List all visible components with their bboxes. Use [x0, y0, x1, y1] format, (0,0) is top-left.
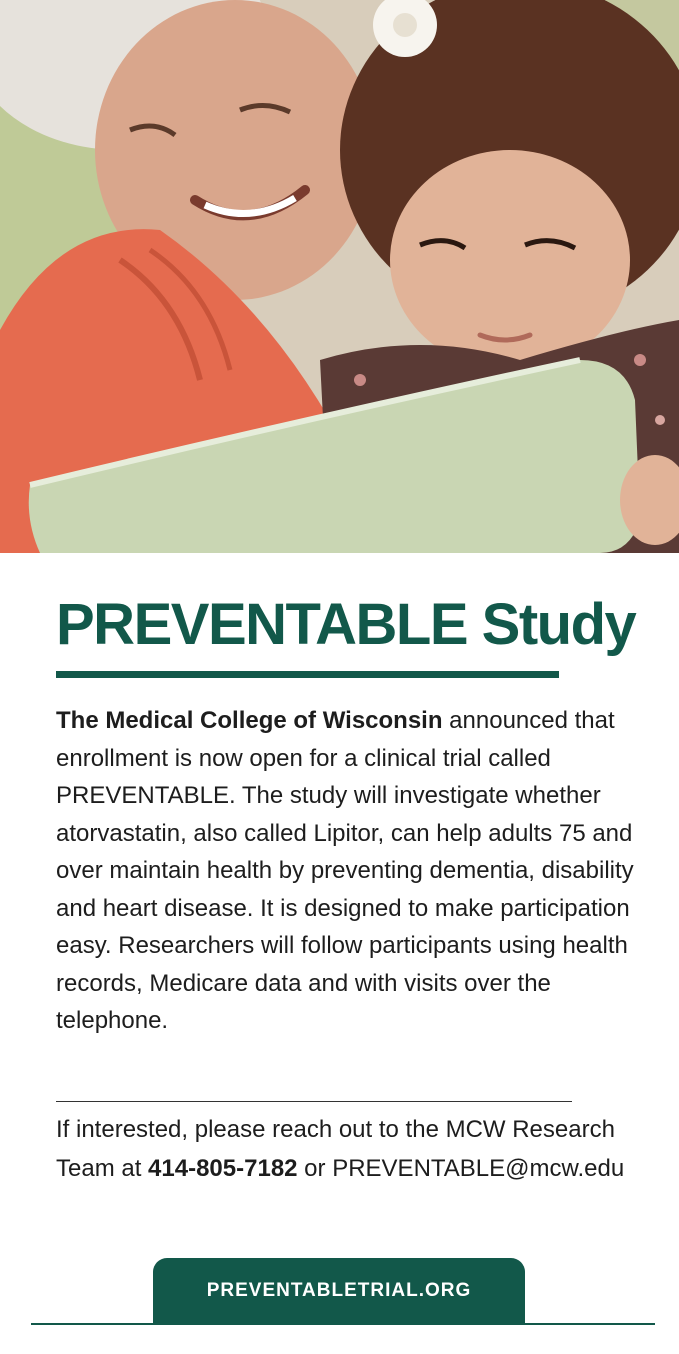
- title-underline: [56, 671, 559, 678]
- study-description: [56, 702, 636, 1040]
- organization-name: The Medical College of Wisconsin: [56, 707, 443, 734]
- description-text: announced that enrollment is now open for a clinical trial called PREVENTABLE. The study will investigate whether atorvastatin, also called Lipitor, can help adults 75 and over maintain health by preventing dementia, disability and heart disease. It is designed to make participation easy. Researchers will follow participants using health records, Medicare data and with visits over the telephone.: [56, 707, 634, 1034]
- phone-number[interactable]: 414-805-7182: [148, 1155, 298, 1182]
- section-divider: [56, 1101, 572, 1102]
- contact-info: [56, 1110, 636, 1188]
- page-title: PREVENTABLE Study: [56, 592, 636, 657]
- email-address[interactable]: PREVENTABLE@mcw.edu: [332, 1155, 625, 1182]
- hero-illustration: [0, 0, 679, 553]
- contact-prefix: If interested, please reach out to the MCW Research Team at: [56, 1116, 615, 1182]
- contact-or: or: [297, 1155, 333, 1182]
- website-button[interactable]: PREVENTABLETRIAL.ORG: [153, 1258, 525, 1324]
- hero-photo: [0, 0, 679, 553]
- bottom-rule: [31, 1323, 655, 1325]
